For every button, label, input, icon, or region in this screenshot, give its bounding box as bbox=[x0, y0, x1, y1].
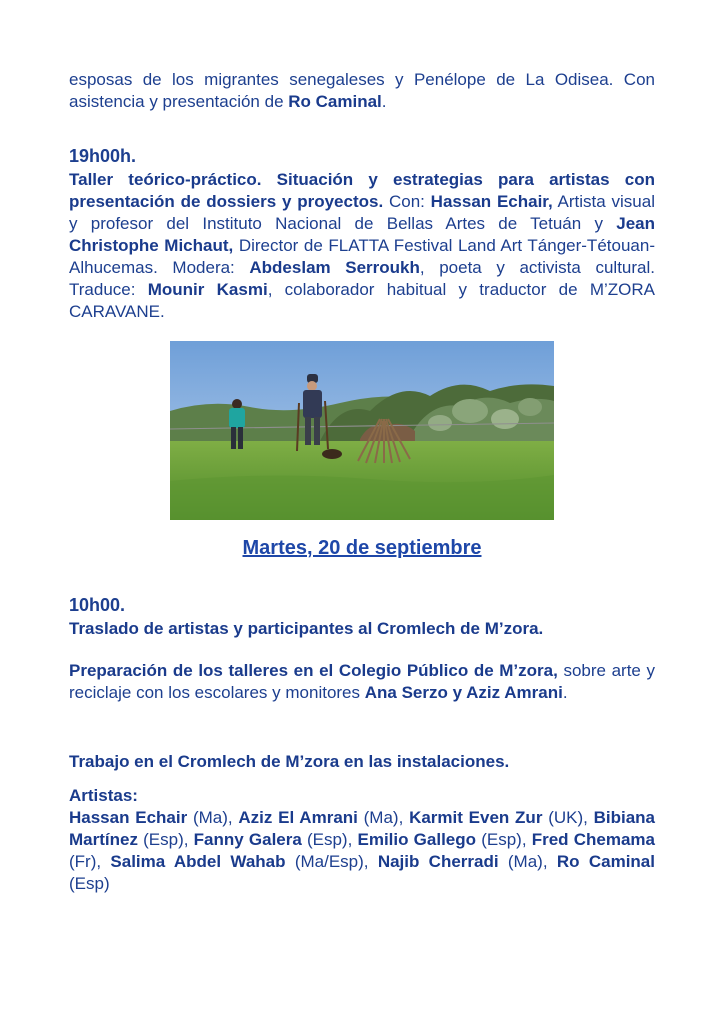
artist-name: Salima Abdel Wahab bbox=[110, 852, 286, 871]
participant-desc: Director de FLATTA Festival Land Art Tánger-Tétouan-Alhucemas. Modera: bbox=[69, 236, 655, 277]
artist-origin: (Ma), bbox=[187, 808, 239, 827]
intro-name: Ro Caminal bbox=[288, 92, 382, 111]
artist-origin: (Ma), bbox=[357, 808, 410, 827]
artist-origin: (Esp), bbox=[476, 830, 532, 849]
artist-name: Bibiana Martínez bbox=[69, 808, 656, 849]
session-1900 bbox=[69, 144, 655, 323]
landscape-photo-illustration bbox=[170, 341, 554, 520]
day-heading: Martes, 20 de septiembre bbox=[242, 537, 482, 559]
translator-name: Mounir Kasmi bbox=[147, 280, 268, 299]
artist-name: Fred Chemama bbox=[531, 830, 655, 849]
moderator-name: Abdeslam Serroukh bbox=[249, 258, 420, 277]
session-time: 19h00h. bbox=[69, 146, 137, 166]
participant-name: Hassan Echair, bbox=[430, 192, 553, 211]
monitor-names: Ana Serzo y Aziz Amrani bbox=[364, 683, 563, 702]
participant-desc: Artista visual y profesor del Instituto Nacional de Bellas Artes de Tetuán y bbox=[69, 192, 655, 233]
participant-name: Jean Christophe Michaut, bbox=[69, 214, 655, 255]
session-desc: sobre arte y reciclaje con los escolares y monitores bbox=[69, 661, 655, 702]
artist-name: Ro Caminal bbox=[556, 852, 655, 871]
session-1000 bbox=[69, 593, 655, 640]
artist-origin: (Fr), bbox=[69, 852, 111, 871]
artist-list bbox=[69, 807, 655, 895]
session-end: . bbox=[562, 683, 568, 702]
artist-name: Emilio Gallego bbox=[357, 830, 477, 849]
moderator-desc: , poeta y activista cultural. Traduce: bbox=[69, 258, 655, 299]
session-title: Traslado de artistas y participantes al Cromlech de M’zora. bbox=[69, 619, 544, 638]
artist-name: Najib Cherradi bbox=[377, 852, 499, 871]
artist-origin: (Ma/Esp), bbox=[285, 852, 378, 871]
session-con: Con: bbox=[383, 192, 431, 211]
installation-work bbox=[69, 751, 655, 773]
artist-name: Hassan Echair bbox=[69, 808, 188, 827]
session-description bbox=[69, 169, 655, 323]
session-time: 10h00. bbox=[69, 595, 126, 615]
artist-origin: (Ma), bbox=[498, 852, 557, 871]
artist-name: Fanny Galera bbox=[193, 830, 302, 849]
session-title: Trabajo en el Cromlech de M’zora en las instalaciones. bbox=[69, 752, 510, 771]
event-photo bbox=[170, 341, 554, 520]
artists-section bbox=[69, 785, 655, 895]
artist-origin: (Esp), bbox=[137, 830, 194, 849]
session-title: Preparación de los talleres en el Colegio Público de M’zora, bbox=[69, 661, 558, 680]
artist-origin: (Esp), bbox=[301, 830, 358, 849]
session-title: Taller teórico-práctico. Situación y estrategias para artistas con presentación de dossiers y proyectos. bbox=[69, 170, 655, 211]
artists-label: Artistas: bbox=[69, 786, 138, 805]
artist-name: Aziz El Amrani bbox=[238, 808, 358, 827]
artist-origin: (Esp) bbox=[69, 874, 110, 893]
intro-end: . bbox=[381, 92, 387, 111]
artist-name: Karmit Even Zur bbox=[409, 808, 543, 827]
artist-origin: (UK), bbox=[542, 808, 594, 827]
intro-paragraph bbox=[69, 69, 655, 113]
intro-text: esposas de los migrantes senegaleses y Penélope de La Odisea. Con asistencia y presentación de bbox=[69, 70, 655, 111]
translator-desc: , colaborador habitual y traductor de M’ZORA CARAVANE. bbox=[69, 280, 655, 321]
workshop-prep-paragraph bbox=[69, 660, 655, 704]
